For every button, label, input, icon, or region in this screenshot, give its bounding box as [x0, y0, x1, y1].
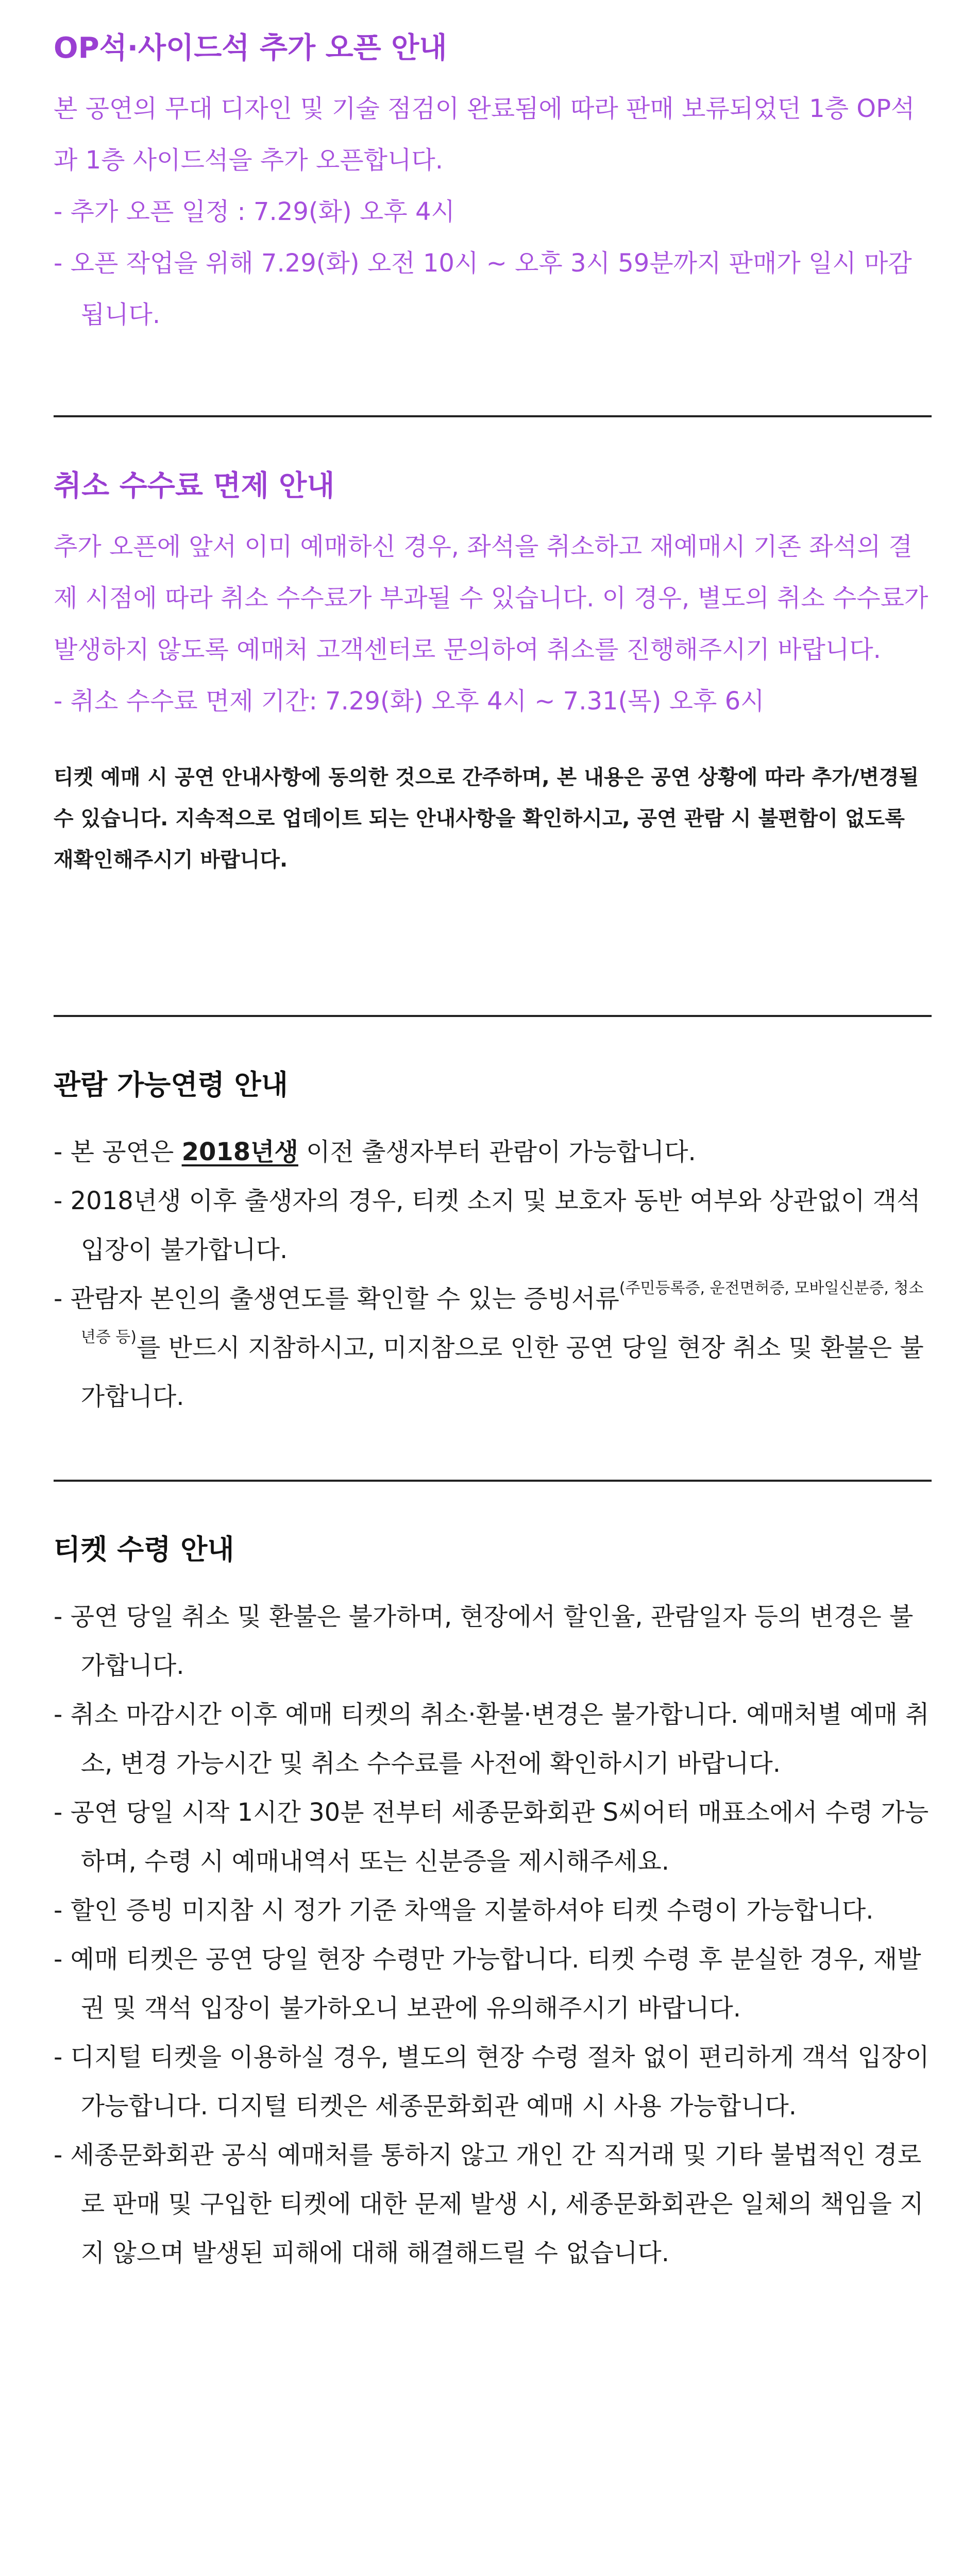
fee-waiver-period: - 취소 수수료 면제 기간: 7.29(화) 오후 4시 ~ 7.31(목) 오후 6시 [54, 687, 765, 716]
divider [54, 1015, 932, 1017]
op-seat-notice [54, 31, 932, 341]
birth-year-highlight: 2018년생 [181, 1137, 298, 1166]
age-item-text: - 본 공연은 [54, 1137, 182, 1166]
op-seat-paragraph: 본 공연의 무대 디자인 및 기술 점검이 완료됨에 따라 판매 보류되었던 1층 OP석과 1층 사이드석을 추가 오픈합니다. [54, 94, 915, 175]
ticket-item: - 디지털 티켓을 이용하실 경우, 별도의 현장 수령 절차 없이 편리하게 객석 입장이 가능합니다. 디지털 티켓은 세종문화회관 예매 시 사용 가능합니다. [54, 2042, 930, 2121]
ticket-item: - 할인 증빙 미지참 시 정가 기준 차액을 지불하셔야 티켓 수령이 가능합니다. [54, 1895, 874, 1925]
divider [54, 415, 932, 417]
fee-waiver-notice [54, 469, 932, 880]
ticket-agreement-notice: 티켓 예매 시 공연 안내사항에 동의한 것으로 간주하며, 본 내용은 공연 상황에 따라 추가/변경될 수 있습니다. 지속적으로 업데이트 되는 안내사항을 확인하시고, 공연 관람 시 불편함이 없도록 재확인해주시기 바랍니다. [54, 766, 919, 872]
age-item [54, 1128, 932, 1177]
age-item-text: 이전 출생자부터 관람이 가능합니다. [298, 1137, 696, 1166]
op-seat-item: - 추가 오픈 일정 : 7.29(화) 오후 4시 [54, 197, 455, 227]
age-item: - 2018년생 이후 출생자의 경우, 티켓 소지 및 보호자 동반 여부와 상관없이 객석 입장이 불가합니다. [54, 1186, 921, 1264]
ticket-item: - 취소 마감시간 이후 예매 티켓의 취소·환불·변경은 불가합니다. 예매처별 예매 취소, 변경 가능시간 및 취소 수수료를 사전에 확인하시기 바랍니다. [54, 1700, 930, 1778]
divider [54, 1480, 932, 1482]
id-document-list: (주민등록증, 운전면허증, 모바일신분증, 청소년증 등) [80, 1279, 924, 1346]
ticket-pickup-title: 티켓 수령 안내 [54, 1533, 234, 1566]
ticket-pickup-notice [54, 1533, 932, 2278]
age-item-text: - 관람자 본인의 출생연도를 확인할 수 있는 증빙서류 [54, 1284, 619, 1313]
ticket-item: - 공연 당일 취소 및 환불은 불가하며, 현장에서 할인율, 관람일자 등의 변경은 불가합니다. [54, 1602, 914, 1680]
age-item-text: 를 반드시 지참하시고, 미지참으로 인한 공연 당일 현장 취소 및 환불은 불가합니다. [80, 1333, 924, 1411]
ticket-item: - 세종문화회관 공식 예매처를 통하지 않고 개인 간 직거래 및 기타 불법적인 경로로 판매 및 구입한 티켓에 대한 문제 발생 시, 세종문화회관은 일체의 책임을 지지 않으며 발생된 피해에 대해 해결해드릴 수 없습니다. [54, 2140, 924, 2267]
age-notice-title: 관람 가능연령 안내 [54, 1069, 288, 1101]
fee-waiver-paragraph: 추가 오픈에 앞서 이미 예매하신 경우, 좌석을 취소하고 재예매시 기존 좌석의 결제 시점에 따라 취소 수수료가 부과될 수 있습니다. 이 경우, 별도의 취소 수수료가 발생하지 않도록 예매처 고객센터로 문의하여 취소를 진행해주시기 바랍니다. [54, 532, 929, 665]
op-seat-title: OP석·사이드석 추가 오픈 안내 [54, 31, 447, 65]
ticket-item: - 공연 당일 시작 1시간 30분 전부터 세종문화회관 S씨어터 매표소에서 수령 가능하며, 수령 시 예매내역서 또는 신분증을 제시해주세요. [54, 1798, 929, 1876]
age-item [54, 1275, 932, 1421]
age-notice [54, 1069, 932, 1421]
op-seat-item: - 오픈 작업을 위해 7.29(화) 오전 10시 ~ 오후 3시 59분까지 판매가 일시 마감됩니다. [54, 249, 912, 330]
ticket-item: - 예매 티켓은 공연 당일 현장 수령만 가능합니다. 티켓 수령 후 분실한 경우, 재발권 및 객석 입장이 불가하오니 보관에 유의해주시기 바랍니다. [54, 1944, 921, 2023]
fee-waiver-title: 취소 수수료 면제 안내 [54, 469, 335, 503]
